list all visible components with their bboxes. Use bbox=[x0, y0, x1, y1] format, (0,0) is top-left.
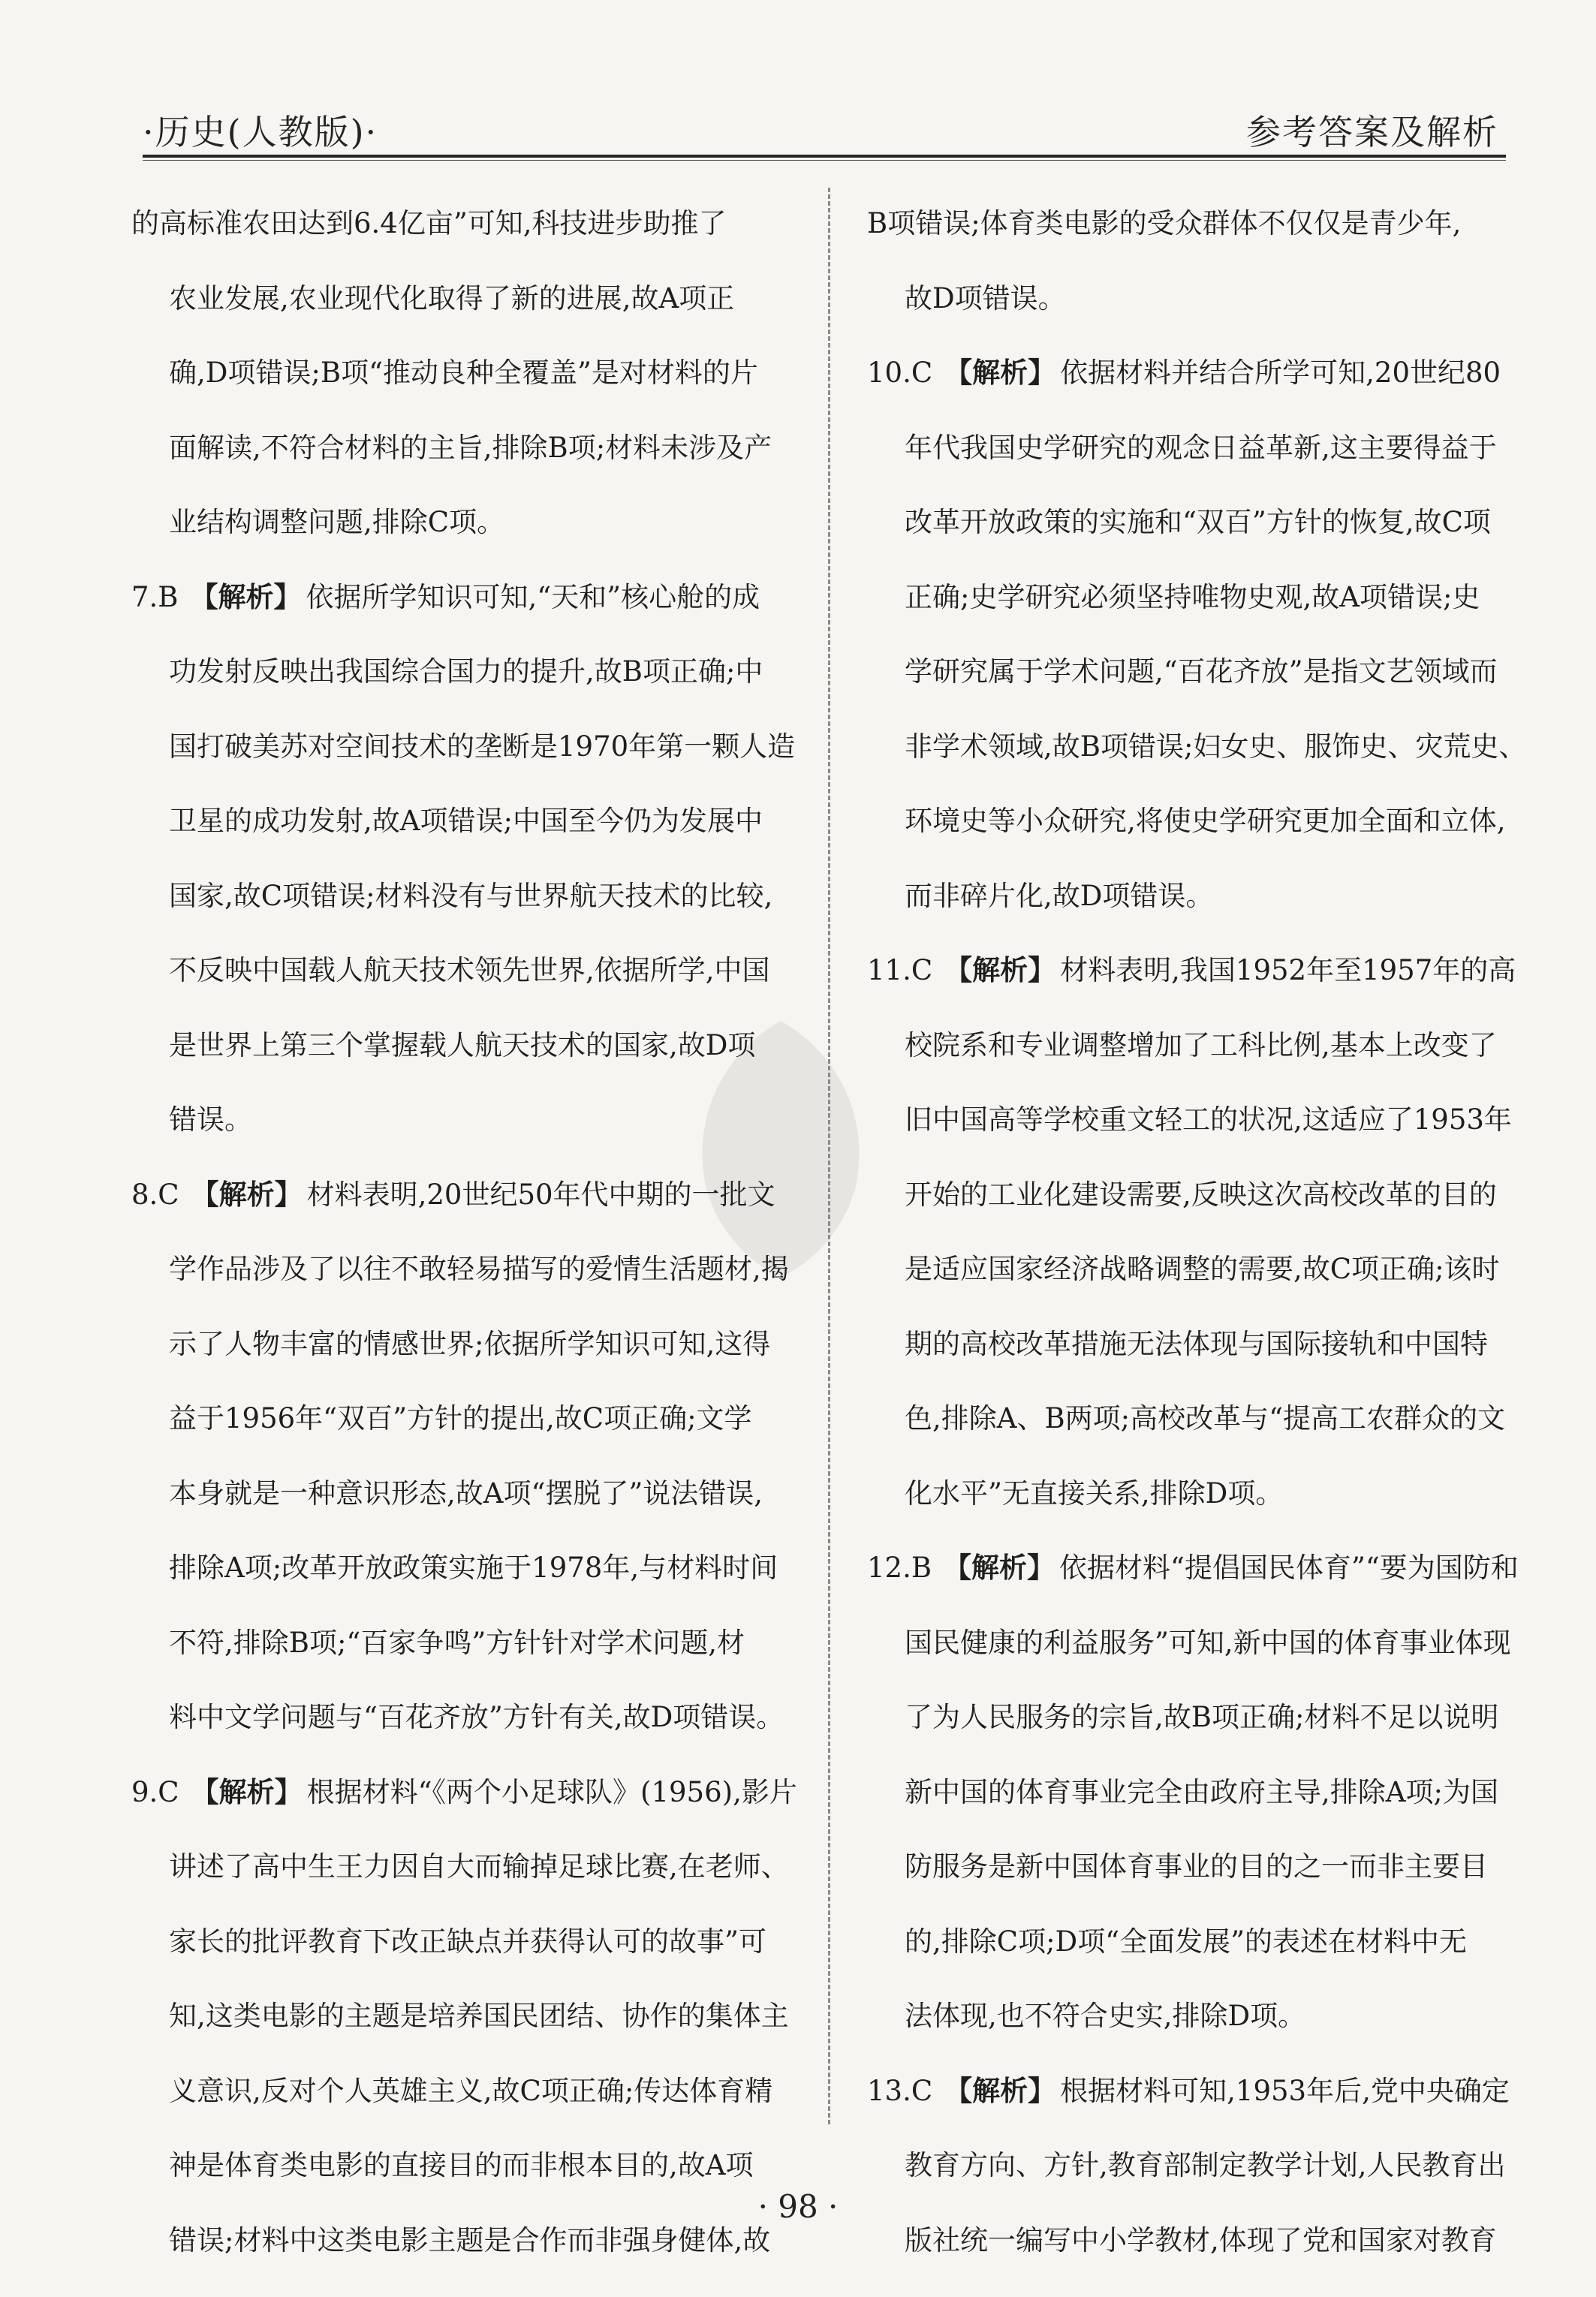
text-line: 义意识,反对个人英雄主义,故C项正确;传达体育精 bbox=[169, 2074, 773, 2107]
answer-10 bbox=[867, 336, 1527, 933]
text-line: 农业发展,农业现代化取得了新的进展,故A项正 bbox=[169, 281, 735, 315]
text-line: 卫星的成功发射,故A项错误;中国至今仍为发展中 bbox=[169, 805, 763, 837]
answer-number: 13.C bbox=[867, 2074, 933, 2107]
text-line: 根据材料“《两个小足球队》(1956),影片 bbox=[306, 1775, 797, 1808]
text-line: 期的高校改革措施无法体现与国际接轨和中国特 bbox=[905, 1327, 1488, 1360]
text-line: 确,D项错误;B项“推动良种全覆盖”是对材料的片 bbox=[169, 357, 758, 389]
analysis-tag: 【解析】 bbox=[944, 2074, 1056, 2107]
analysis-tag: 【解析】 bbox=[944, 1552, 1055, 1584]
continued-answer-9 bbox=[867, 186, 1509, 336]
text-line: 的,排除C项;D项“全面发展”的表述在材料中无 bbox=[905, 1925, 1468, 1958]
left-column bbox=[131, 186, 797, 2277]
text-line: 排除A项;改革开放政策实施于1978年,与材料时间 bbox=[169, 1552, 778, 1584]
text-line: 正确;史学研究必须坚持唯物史观,故A项错误;史 bbox=[905, 580, 1480, 613]
answer-number: 12.B bbox=[867, 1552, 932, 1584]
answer-7 bbox=[131, 560, 796, 1158]
text-line: 防服务是新中国体育事业的目的之一而非主要目 bbox=[905, 1850, 1488, 1883]
answer-first-line bbox=[867, 933, 1516, 1008]
text-line: 故D项错误。 bbox=[905, 281, 1066, 315]
answer-number: 7.B bbox=[131, 580, 179, 613]
right-column bbox=[867, 186, 1527, 2277]
text-line: 国打破美苏对空间技术的垄断是1970年第一颗人造 bbox=[169, 730, 796, 763]
answer-first-line bbox=[867, 2054, 1509, 2129]
text-line: 改革开放政策的实施和“双百”方针的恢复,故C项 bbox=[905, 506, 1491, 538]
text-line: 学作品涉及了以往不敢轻易描写的爱情生活题材,揭 bbox=[169, 1253, 789, 1285]
answer-number: 9.C bbox=[131, 1775, 179, 1808]
text-line: 依据材料并结合所学可知,20世纪80 bbox=[1060, 357, 1501, 389]
text-line: 益于1956年“双百”方针的提出,故C项正确;文学 bbox=[169, 1402, 752, 1434]
text-line: 法体现,也不符合史实,排除D项。 bbox=[905, 2000, 1306, 2032]
text-line: 家长的批评教育下改正缺点并获得认可的故事”可 bbox=[169, 1925, 766, 1958]
answer-first-line bbox=[867, 1531, 1519, 1606]
text-line: 材料表明,我国1952年至1957年的高 bbox=[1060, 954, 1516, 986]
text-line: 环境史等小众研究,将使史学研究更加全面和立体, bbox=[905, 805, 1506, 837]
answer-number: 10.C bbox=[867, 357, 933, 389]
text-line: 料中文学问题与“百花齐放”方针有关,故D项错误。 bbox=[169, 1701, 784, 1733]
answer-number: 11.C bbox=[867, 954, 933, 986]
analysis-tag: 【解析】 bbox=[944, 357, 1056, 389]
text-line: 化水平”无直接关系,排除D项。 bbox=[905, 1477, 1284, 1510]
text-line: 材料表明,20世纪50年代中期的一批文 bbox=[306, 1178, 775, 1211]
column-divider bbox=[828, 188, 830, 2124]
text-line: 是世界上第三个掌握载人航天技术的国家,故D项 bbox=[169, 1028, 756, 1061]
text-line: 色,排除A、B两项;高校改革与“提高工农群众的文 bbox=[905, 1402, 1506, 1434]
answer-number: 8.C bbox=[131, 1178, 179, 1211]
text-line: 依据所学知识可知,“天和”核心舱的成 bbox=[306, 580, 760, 613]
text-line: 不反映中国载人航天技术领先世界,依据所学,中国 bbox=[169, 954, 770, 986]
answer-12 bbox=[867, 1531, 1519, 2054]
answer-13 bbox=[867, 2054, 1509, 2278]
text-line: 示了人物丰富的情感世界;依据所学知识可知,这得 bbox=[169, 1327, 771, 1360]
text-line: 教育方向、方针,教育部制定教学计划,人民教育出 bbox=[905, 2149, 1506, 2181]
text-line: 功发射反映出我国综合国力的提升,故B项正确;中 bbox=[169, 655, 763, 688]
analysis-tag: 【解析】 bbox=[191, 1178, 303, 1211]
text-line: 校院系和专业调整增加了工科比例,基本上改变了 bbox=[905, 1028, 1497, 1061]
text-line: 面解读,不符合材料的主旨,排除B项;材料未涉及产 bbox=[169, 431, 772, 464]
text-line: 非学术领域,故B项错误;妇女史、服饰史、灾荒史、 bbox=[905, 730, 1527, 763]
text-line: 业结构调整问题,排除C项。 bbox=[169, 506, 505, 538]
text-line: 神是体育类电影的直接目的而非根本目的,故A项 bbox=[169, 2149, 754, 2181]
text-line: 根据材料可知,1953年后,党中央确定 bbox=[1060, 2074, 1510, 2107]
analysis-tag: 【解析】 bbox=[190, 580, 302, 613]
answer-first-line bbox=[867, 336, 1509, 411]
header-subject: ·历史(人教版)· bbox=[143, 112, 378, 152]
text-line: 国家,故C项错误;材料没有与世界航天技术的比较, bbox=[169, 879, 773, 912]
continued-answer-6 bbox=[131, 186, 773, 560]
text-line: 新中国的体育事业完全由政府主导,排除A项;为国 bbox=[905, 1775, 1498, 1808]
header-rule bbox=[143, 155, 1506, 158]
answer-8 bbox=[131, 1158, 789, 1755]
answer-first-line bbox=[131, 560, 773, 635]
text-line: 版社统一编写中小学教材,体现了党和国家对教育 bbox=[905, 2223, 1497, 2256]
text-line: 而非碎片化,故D项错误。 bbox=[905, 879, 1214, 912]
text-line: 旧中国高等学校重文轻工的状况,这适应了1953年 bbox=[905, 1103, 1512, 1136]
text-line: 了为人民服务的宗旨,故B项正确;材料不足以说明 bbox=[905, 1701, 1499, 1733]
text-line: B项错误;体育类电影的受众群体不仅仅是青少年, bbox=[867, 207, 1462, 239]
text-line: 知,这类电影的主题是培养国民团结、协作的集体主 bbox=[169, 2000, 789, 2032]
analysis-tag: 【解析】 bbox=[944, 954, 1056, 986]
answer-first-line bbox=[131, 1158, 773, 1233]
answer-first-line bbox=[131, 1755, 797, 1830]
text-line: 年代我国史学研究的观念日益革新,这主要得益于 bbox=[905, 431, 1497, 464]
text-line: 学研究属于学术问题,“百花齐放”是指文艺领域而 bbox=[905, 655, 1498, 688]
text-line: 错误。 bbox=[169, 1103, 252, 1136]
text-line: 不符,排除B项;“百家争鸣”方针针对学术问题,材 bbox=[169, 1626, 745, 1659]
text-line: 是适应国家经济战略调整的需要,故C项正确;该时 bbox=[905, 1253, 1500, 1285]
text-line: 错误;材料中这类电影主题是合作而非强身健体,故 bbox=[169, 2223, 771, 2256]
answer-11 bbox=[867, 933, 1516, 1531]
text-line: 依据材料“提倡国民体育”“要为国防和 bbox=[1059, 1552, 1519, 1584]
page-number: · 98 · bbox=[757, 2188, 839, 2225]
analysis-tag: 【解析】 bbox=[191, 1775, 303, 1808]
text-line: 讲述了高中生王力因自大而输掉足球比赛,在老师、 bbox=[169, 1850, 789, 1883]
text-line: 国民健康的利益服务”可知,新中国的体育事业体现 bbox=[905, 1626, 1511, 1659]
text-line: 开始的工业化建设需要,反映这次高校改革的目的 bbox=[905, 1178, 1497, 1211]
header-section-title: 参考答案及解析 bbox=[1246, 112, 1498, 152]
text-line: 的高标准农田达到6.4亿亩”可知,科技进步助推了 bbox=[131, 207, 727, 239]
text-line: 本身就是一种意识形态,故A项“摆脱了”说法错误, bbox=[169, 1477, 763, 1510]
header-rule-thin bbox=[143, 160, 1506, 161]
